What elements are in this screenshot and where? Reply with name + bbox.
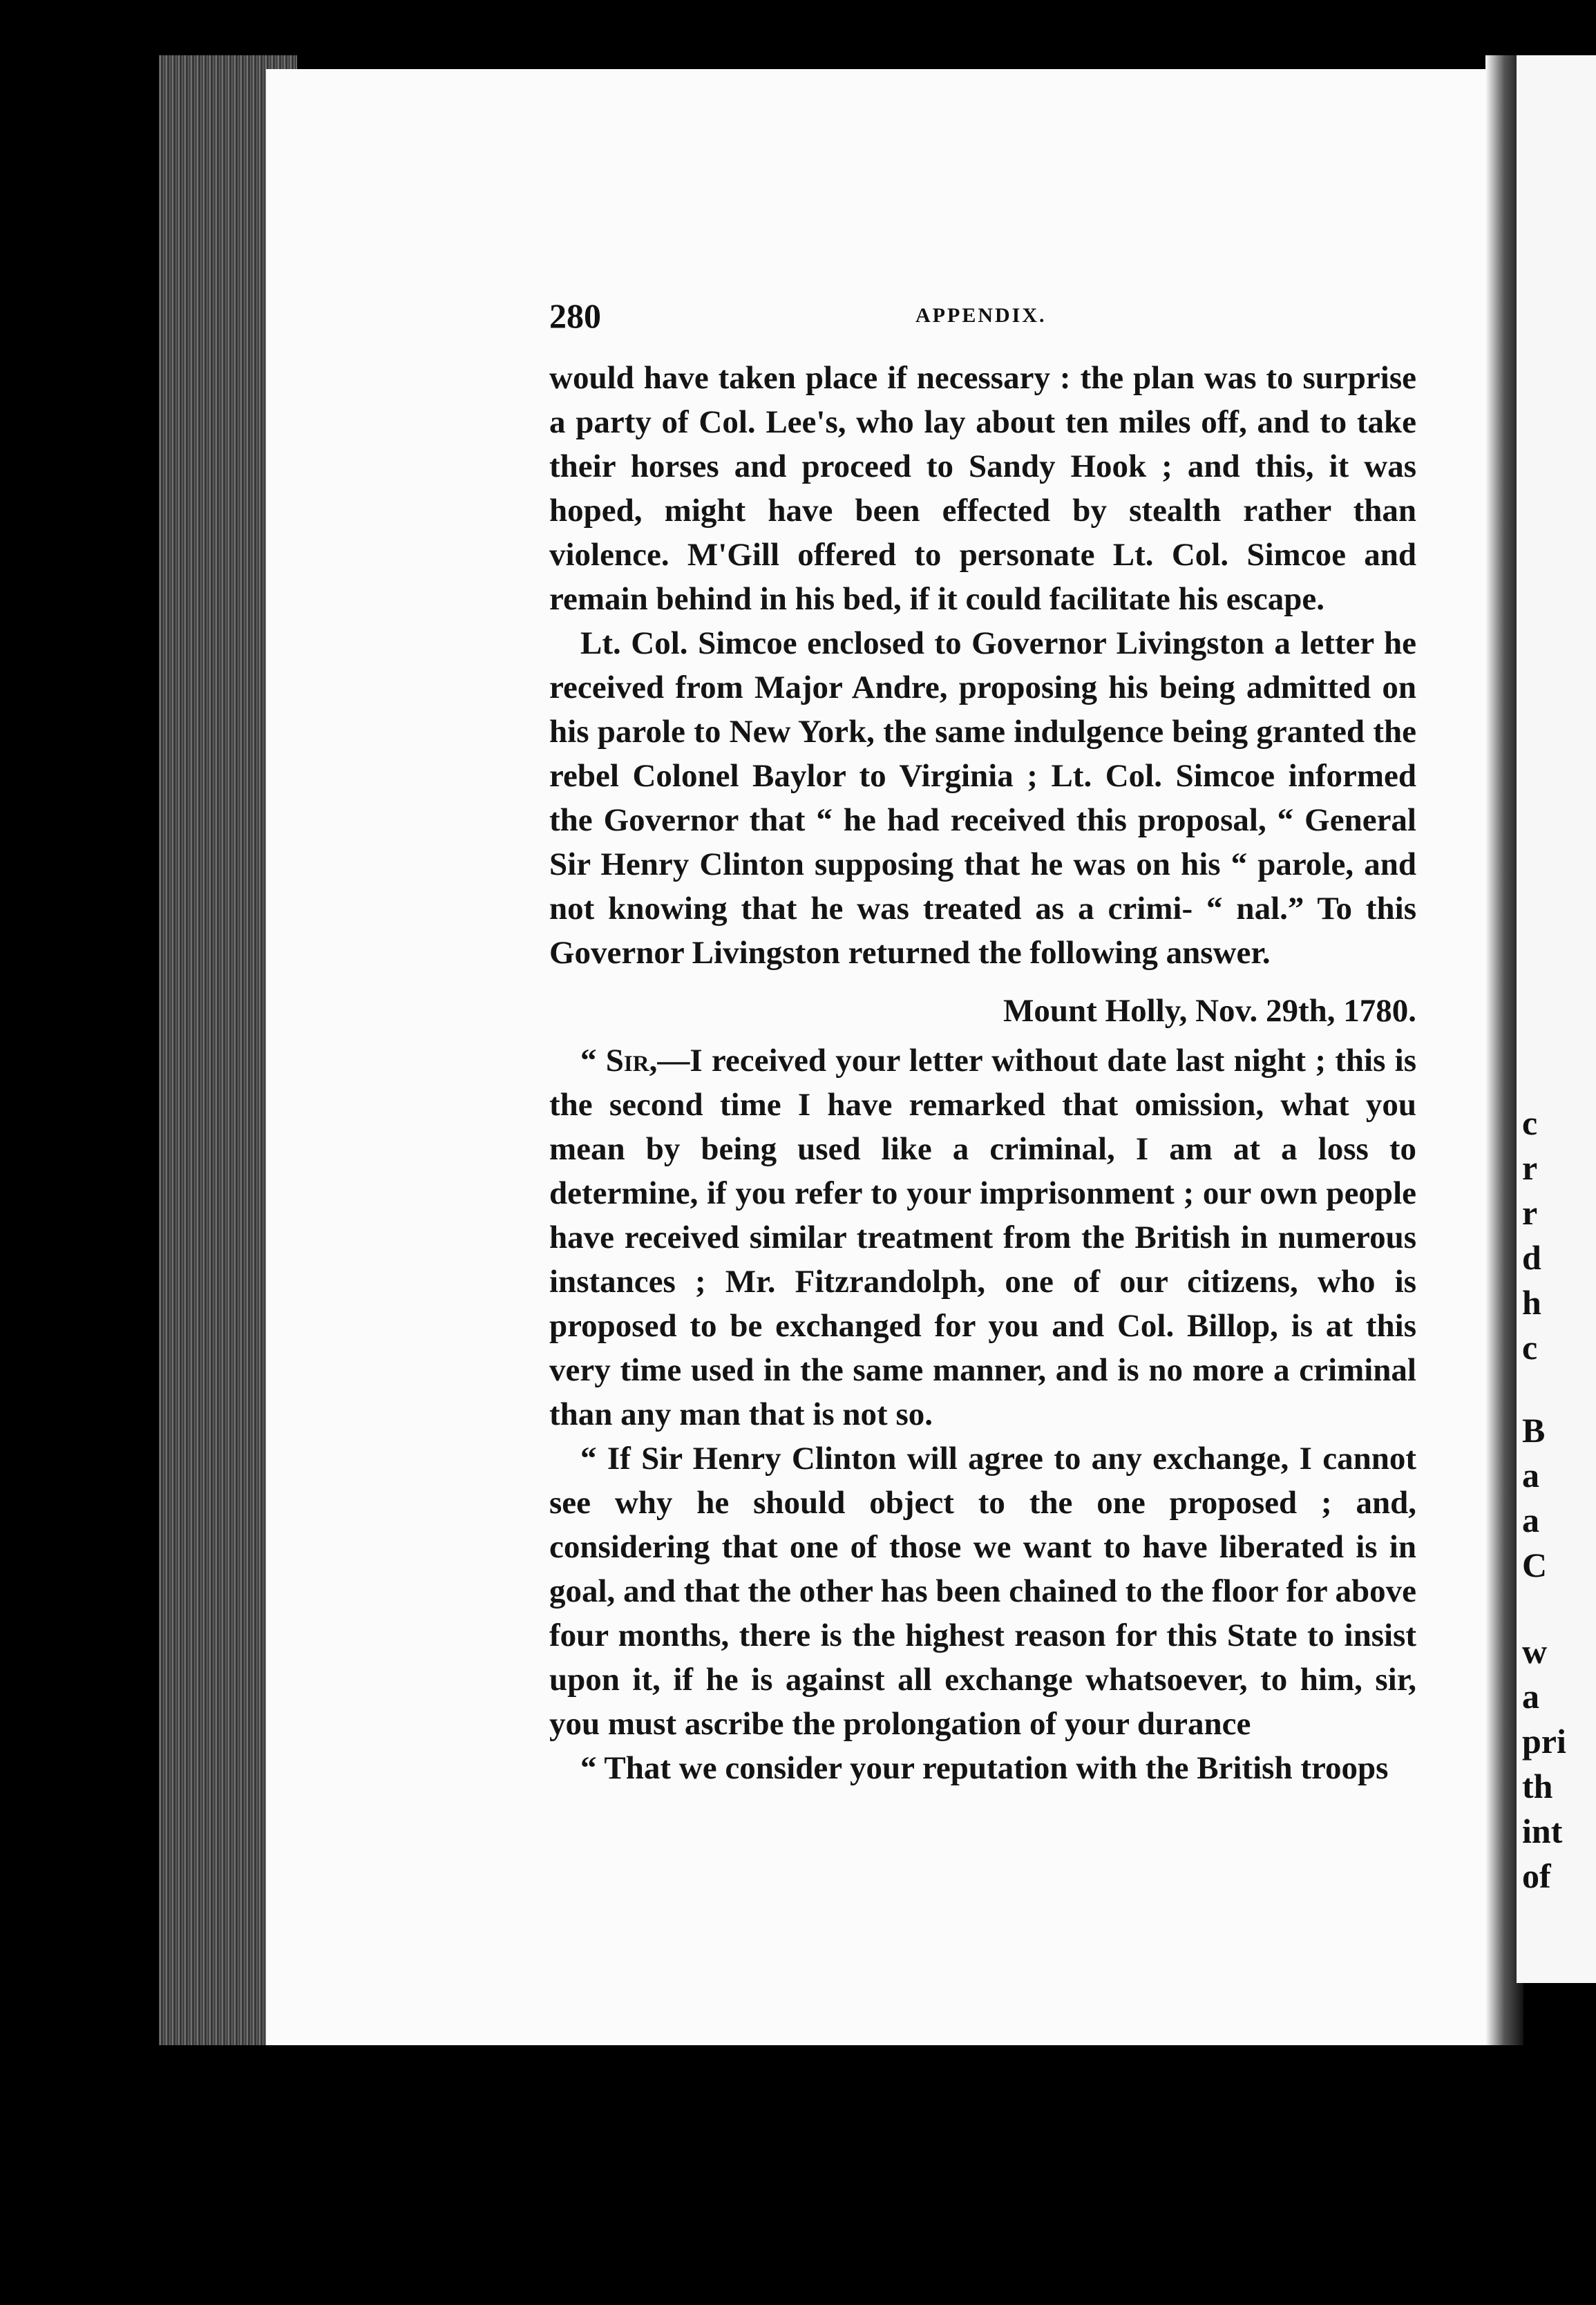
running-head: [549, 296, 1416, 344]
facing-page-fragment: B: [1522, 1411, 1546, 1450]
letter-salutation: Sir: [605, 1043, 649, 1079]
facing-page-fragment: pri: [1522, 1722, 1566, 1761]
facing-page-fragment: a: [1522, 1456, 1539, 1495]
page-text: [549, 356, 1416, 1790]
facing-page-fragment: r: [1522, 1148, 1538, 1187]
facing-page-fragment: th: [1522, 1767, 1553, 1805]
paragraph-continuation: would have taken place if necessary : the plan was to surprise a party of Col. Lee's, who lay about ten miles off, and to take their horses and proceed to Sandy Hook ; and this, it was hoped, might have been effected by stealth rather than violence. M'Gill offered to personate Lt. Col. Simcoe and remain behind in his bed, if it could facilitate his escape.: [549, 360, 1416, 617]
facing-page-fragment: c: [1522, 1328, 1538, 1367]
facing-page-fragment: C: [1522, 1546, 1548, 1584]
page-number: 280: [549, 296, 601, 335]
facing-page-fragment: int: [1522, 1812, 1563, 1850]
facing-page-fragment: c: [1522, 1103, 1538, 1142]
letter-paragraph-text: ,—I received your letter without date last night ; this is the second time I have remarked that omission, what you mean by being used like a criminal, I am at a loss to determine, if you refer to your imprisonment ; our own people have received similar treatment from the British in numerous instances ; Mr. Fitzrandolph, one of our citizens, who is proposed to be exchanged for you and Col. Billop, is at this very time used in the same manner, and is no more a criminal than any man that is not so.: [549, 1043, 1416, 1432]
facing-page-fragment: w: [1522, 1632, 1548, 1671]
paragraph: Lt. Col. Simcoe enclosed to Governor Livingston a letter he received from Major Andre, proposing his being admitted on his parole to New York, the same indulgence being granted the rebel Colonel Baylor to Virginia ; Lt. Col. Simcoe informed the Governor that “ he had received this proposal, “ General Sir Henry Clinton supposing that he was on his “ parole, and not knowing that he was treated as a crimi- “ nal.” To this Governor Livingston returned the following answer.: [549, 625, 1416, 971]
facing-page-fragment: of: [1522, 1857, 1551, 1895]
letter-paragraph: “ If Sir Henry Clinton will agree to any exchange, I cannot see why he should object to the one proposed ; and, considering that one of those we want to have liberated is in goal, and that the other has been chained to the floor for above four months, there is the highest reason for this State to insist upon it, if he is against all exchange whatsoever, to him, sir, you must ascribe the prolongation of your durance: [549, 1441, 1416, 1742]
letter-dateline: Mount Holly, Nov. 29th, 1780.: [1003, 993, 1416, 1029]
opening-quote: “: [580, 1043, 606, 1079]
facing-page-fragment: r: [1522, 1193, 1538, 1232]
facing-page-fragment: d: [1522, 1238, 1541, 1277]
running-header-title: APPENDIX.: [915, 304, 1047, 327]
facing-page: [1517, 55, 1596, 1983]
letter-paragraph: [549, 1038, 1416, 1436]
facing-page-fragment: a: [1522, 1501, 1539, 1539]
facing-page-fragment: a: [1522, 1677, 1539, 1716]
letter-paragraph: “ That we consider your reputation with the British troops: [580, 1750, 1389, 1786]
facing-page-fragment: h: [1522, 1283, 1541, 1322]
